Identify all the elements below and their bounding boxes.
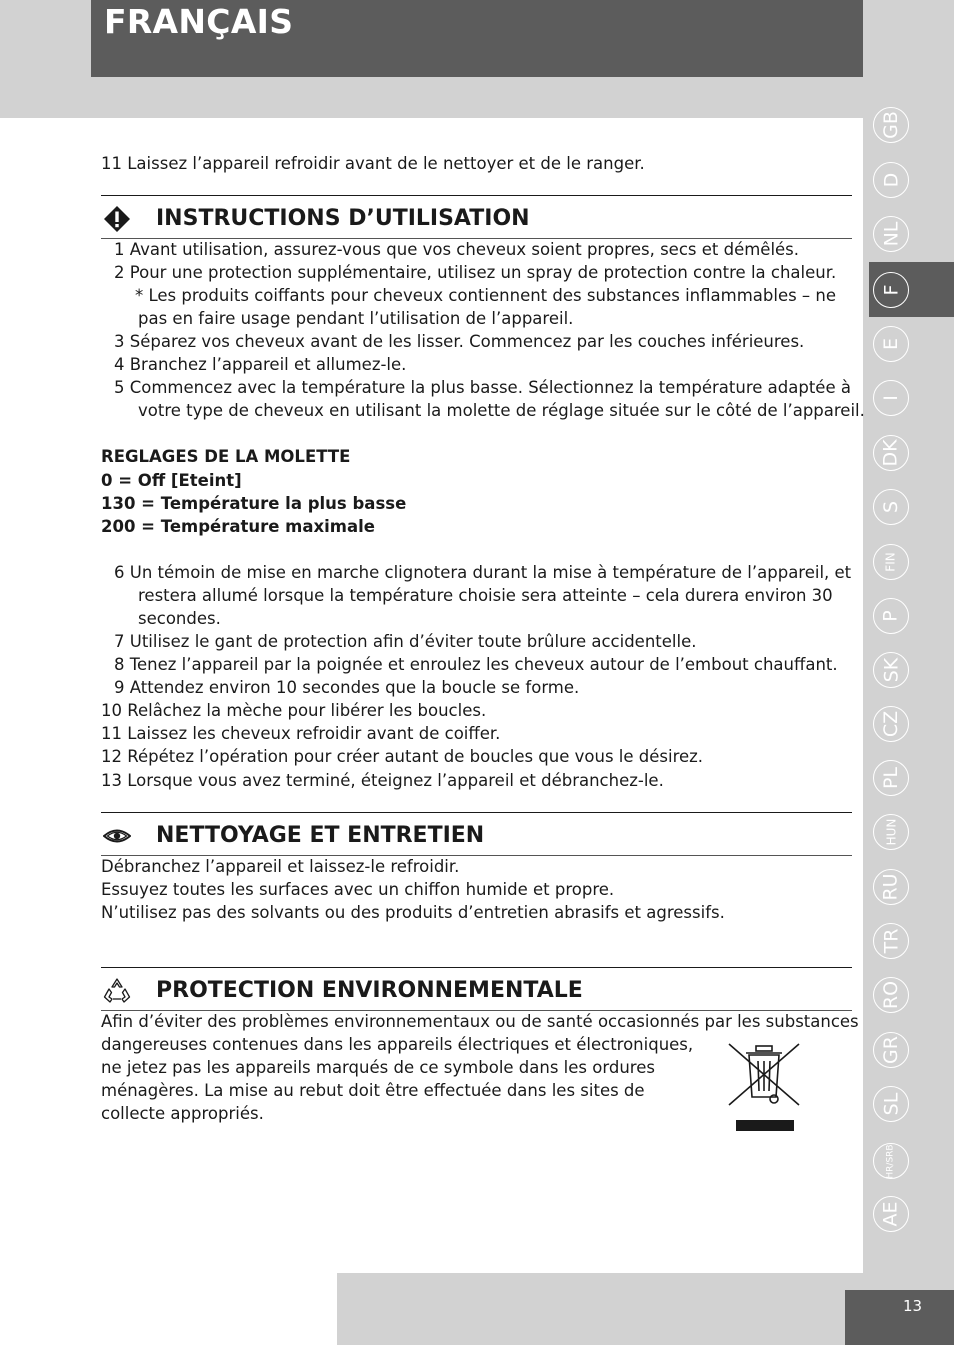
instruction-line: 3 Séparez vos cheveux avant de les lisser. Commencez par les couches inférieures. (114, 332, 805, 351)
instruction-line: restera allumé lorsque la température choisie sera atteinte – cela durera environ 30 (138, 586, 833, 605)
instruction-line: 4 Branchez l’appareil et allumez-le. (114, 355, 407, 374)
language-tab-label: HUN (883, 818, 898, 846)
settings-line: 200 = Température maximale (101, 517, 375, 536)
language-tab-ro[interactable] (873, 977, 909, 1013)
language-tab-fin[interactable] (873, 544, 909, 580)
environment-line: dangereuses contenues dans les appareils électriques et électroniques, (101, 1035, 694, 1054)
language-tab-label: D (879, 172, 902, 188)
language-tab-i[interactable] (873, 380, 909, 416)
language-tab-p[interactable] (873, 598, 909, 634)
language-tab-hr-srb[interactable] (873, 1143, 909, 1179)
settings-line: 0 = Off [Eteint] (101, 471, 242, 490)
cleaning-line: N’utilisez pas des solvants ou des produits d’entretien abrasifs et agressifs. (101, 903, 725, 922)
instruction-line: 8 Tenez l’appareil par la poignée et enroulez les cheveux autour de l’embout chauffant. (114, 655, 838, 674)
instruction-line: 9 Attendez environ 10 secondes que la boucle se forme. (114, 678, 580, 697)
section-rule (101, 812, 852, 813)
environment-heading: PROTECTION ENVIRONNEMENTALE (156, 978, 583, 1003)
bottom-panel (0, 1273, 337, 1345)
language-tab-label: NL (880, 221, 902, 247)
eye-icon (103, 822, 131, 850)
page-number: 13 (903, 1297, 923, 1315)
instruction-line: 12 Répétez l’opération pour créer autant de boucles que vous le désirez. (101, 747, 704, 766)
environment-line: ménagères. La mise au rebut doit être effectuée dans les sites de (101, 1081, 645, 1100)
instruction-line: 10 Relâchez la mèche pour libérer les boucles. (101, 701, 487, 720)
language-tab-label: AE (879, 1201, 902, 1227)
language-tab-ru[interactable] (873, 869, 909, 905)
instruction-line: 13 Lorsque vous avez terminé, éteignez l’appareil et débranchez-le. (101, 771, 664, 790)
language-tab-label: SK (880, 657, 902, 683)
language-tab-label: PL (879, 766, 902, 790)
intro-line: 11 Laissez l’appareil refroidir avant de le nettoyer et de le ranger. (101, 154, 645, 173)
instruction-line: secondes. (138, 609, 221, 628)
language-tab-label: GR (880, 1036, 902, 1064)
language-tab-s[interactable] (873, 489, 909, 525)
page-number-box (845, 1290, 954, 1345)
language-tab-label: P (880, 610, 902, 622)
language-tab-d[interactable] (873, 162, 909, 198)
language-tab-sk[interactable] (873, 652, 909, 688)
environment-line: ne jetez pas les appareils marqués de ce symbole dans les ordures (101, 1058, 655, 1077)
environment-line: Afin d’éviter des problèmes environnementaux ou de santé occasionnés par les substances (101, 1012, 859, 1031)
language-tab-cz[interactable] (873, 706, 909, 742)
language-tab-label: SL (880, 1092, 902, 1116)
instruction-line: pas en faire usage pendant l’utilisation de l’appareil. (138, 309, 574, 328)
language-tab-label: E (879, 337, 902, 351)
language-tab-tr[interactable] (873, 923, 909, 959)
instructions-heading: INSTRUCTIONS D’UTILISATION (156, 206, 530, 231)
instruction-line: * Les produits coiffants pour cheveux contiennent des substances inflammables – ne (135, 286, 837, 305)
settings-line: 130 = Température la plus basse (101, 494, 407, 513)
language-tab-label: CZ (879, 710, 902, 738)
language-tab-dk[interactable] (873, 435, 909, 471)
language-tab-label: GB (879, 111, 902, 139)
language-tab-label: RO (879, 980, 902, 1010)
instruction-line: 6 Un témoin de mise en marche clignotera durant la mise à température de l’appareil, et (114, 563, 852, 582)
page-title: FRANÇAIS (104, 2, 294, 41)
cleaning-line: Essuyez toutes les surfaces avec un chiffon humide et propre. (101, 880, 615, 899)
instruction-line: 1 Avant utilisation, assurez-vous que vos cheveux soient propres, secs et démêlés. (114, 240, 800, 259)
language-tab-nl[interactable] (873, 216, 909, 252)
language-tab-gr[interactable] (873, 1032, 909, 1068)
cleaning-line: Débranchez l’appareil et laissez-le refroidir. (101, 857, 460, 876)
instruction-line: votre type de cheveux en utilisant la molette de réglage située sur le côté de l’appareil. (138, 401, 865, 420)
instruction-line: 5 Commencez avec la température la plus basse. Sélectionnez la température adaptée à (114, 378, 851, 397)
instruction-line: 7 Utilisez le gant de protection afin d’éviter toute brûlure accidentelle. (114, 632, 697, 651)
language-tab-label: F (880, 284, 902, 296)
language-tab-ae[interactable] (873, 1196, 909, 1232)
section-rule (101, 967, 852, 968)
language-tab-gb[interactable] (873, 107, 909, 143)
cleaning-heading: NETTOYAGE ET ENTRETIEN (156, 823, 485, 848)
language-tab-f[interactable] (873, 272, 909, 308)
instruction-line: 2 Pour une protection supplémentaire, utilisez un spray de protection contre la chaleur. (114, 263, 837, 282)
language-tab-e[interactable] (873, 326, 909, 362)
language-tab-label: S (880, 500, 902, 514)
environment-line: collecte appropriés. (101, 1104, 264, 1123)
language-tab-label: RU (879, 873, 902, 901)
language-tab-pl[interactable] (873, 760, 909, 796)
section-rule (101, 195, 852, 196)
weee-bin-icon (726, 1041, 802, 1133)
language-tab-label: DK (880, 439, 902, 467)
language-tab-label: HR/SRB (885, 1143, 896, 1179)
header-bar (91, 0, 863, 77)
language-tab-label: I (879, 395, 902, 401)
language-tab-hun[interactable] (873, 814, 909, 850)
recycle-icon (103, 977, 131, 1005)
settings-title: REGLAGES DE LA MOLETTE (101, 447, 351, 466)
language-tab-label: FIN (883, 552, 898, 572)
language-tab-sl[interactable] (873, 1086, 909, 1122)
instruction-line: 11 Laissez les cheveux refroidir avant de coiffer. (101, 724, 501, 743)
language-tab-label: TR (880, 928, 902, 954)
warning-icon (103, 205, 131, 233)
